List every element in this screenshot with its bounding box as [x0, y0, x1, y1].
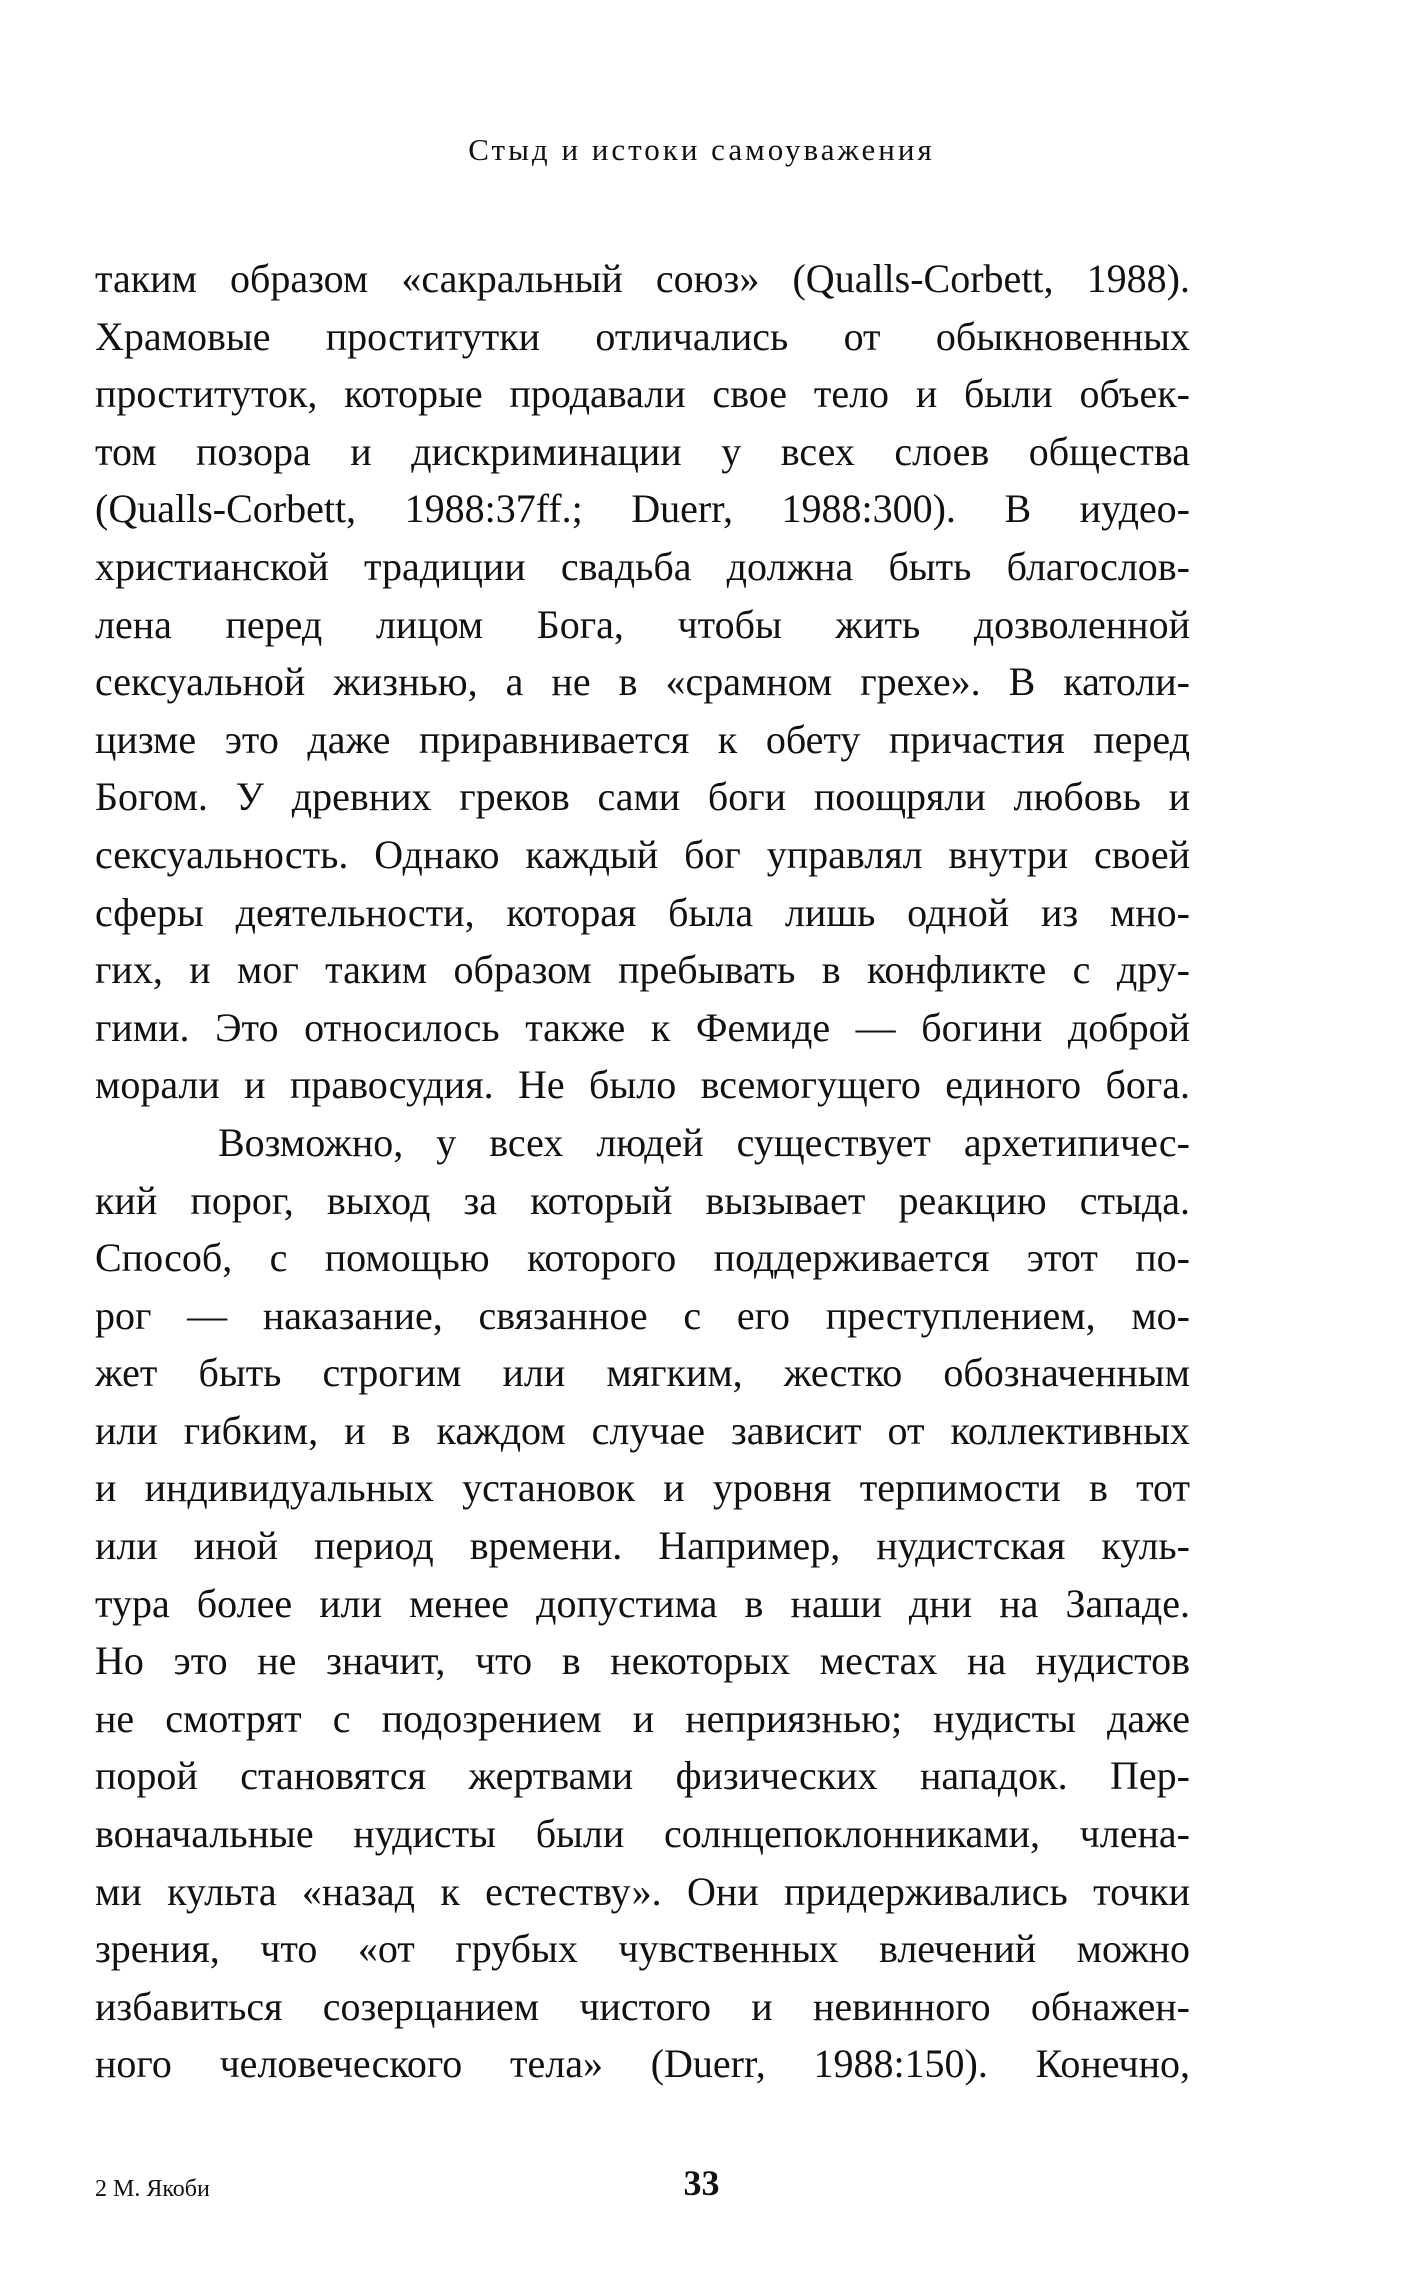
page-number: 33 [683, 2163, 720, 2203]
text-line: цизме это даже приравнивается к обету причастия перед [95, 716, 1190, 762]
text-line: воначальные нудисты были солнцепоклонниками, члена- [95, 1811, 1190, 1857]
text-line: или иной период времени. Например, нудистская куль- [95, 1523, 1190, 1569]
text-line: сексуальность. Однако каждый бог управлял внутри своей [95, 831, 1190, 877]
text-line: рог — наказание, связанное с его преступлением, мо- [95, 1292, 1190, 1338]
text-line: или гибким, и в каждом случае зависит от коллективных [95, 1407, 1190, 1453]
text-line: христианской традиции свадьба должна быть благослов- [95, 543, 1190, 589]
text-line: и индивидуальных установок и уровня терпимости в тот [95, 1465, 1190, 1511]
text-line: гих, и мог таким образом пребывать в конфликте с дру- [95, 947, 1190, 993]
text-line: сферы деятельности, которая была лишь одной из мно- [95, 889, 1190, 935]
text-line: не смотрят с подозрением и неприязнью; нудисты даже [95, 1695, 1190, 1741]
text-line: кий порог, выход за который вызывает реакцию стыда. [95, 1177, 1190, 1223]
text-line: жет быть строгим или мягким, жестко обозначенным [95, 1350, 1190, 1396]
paragraph-2 [95, 1114, 1190, 2093]
text-line: лена перед лицом Бога, чтобы жить дозволенной [95, 601, 1190, 647]
text-line: тура более или менее допустима в наши дни на Западе. [95, 1580, 1190, 1626]
text-line: (Qualls-Corbett, 1988:37ff.; Duerr, 1988:300). В иудео- [95, 486, 1190, 532]
running-head: Стыд и истоки самоуважения [468, 132, 935, 167]
text-line: Храмовые проститутки отличались от обыкновенных [95, 313, 1190, 359]
text-line: избавиться созерцанием чистого и невинного обнажен- [95, 1983, 1190, 2029]
text-line: Богом. У древних греков сами боги поощряли любовь и [95, 774, 1190, 820]
body-text [95, 250, 1190, 2093]
text-line: том позора и дискриминации у всех слоев общества [95, 428, 1190, 474]
text-line: проституток, которые продавали свое тело и были объек- [95, 371, 1190, 417]
text-line: Способ, с помощью которого поддерживается этот по- [95, 1235, 1190, 1281]
text-line: морали и правосудия. Не было всемогущего единого бога. [95, 1062, 1190, 1108]
text-line: Возможно, у всех людей существует архетипичес- [218, 1119, 1190, 1165]
text-line: таким образом «сакральный союз» (Qualls-Corbett, 1988). [95, 256, 1190, 301]
paragraph-1 [95, 250, 1190, 1114]
text-line: гими. Это относилось также к Фемиде — богини доброй [95, 1004, 1190, 1050]
printer-signature: 2 М. Якоби [95, 2176, 210, 2202]
text-line: зрения, что «от грубых чувственных влечений можно [95, 1926, 1190, 1972]
text-line: сексуальной жизнью, а не в «срамном грехе». В католи- [95, 659, 1190, 705]
text-line: порой становятся жертвами физических нападок. Пер- [95, 1753, 1190, 1799]
text-line: ми культа «назад к естеству». Они придерживались точки [95, 1868, 1190, 1914]
text-line: Но это не значит, что в некоторых местах на нудистов [95, 1638, 1190, 1684]
text-line: ного человеческого тела» (Duerr, 1988:150). Конечно, [95, 2041, 1190, 2087]
